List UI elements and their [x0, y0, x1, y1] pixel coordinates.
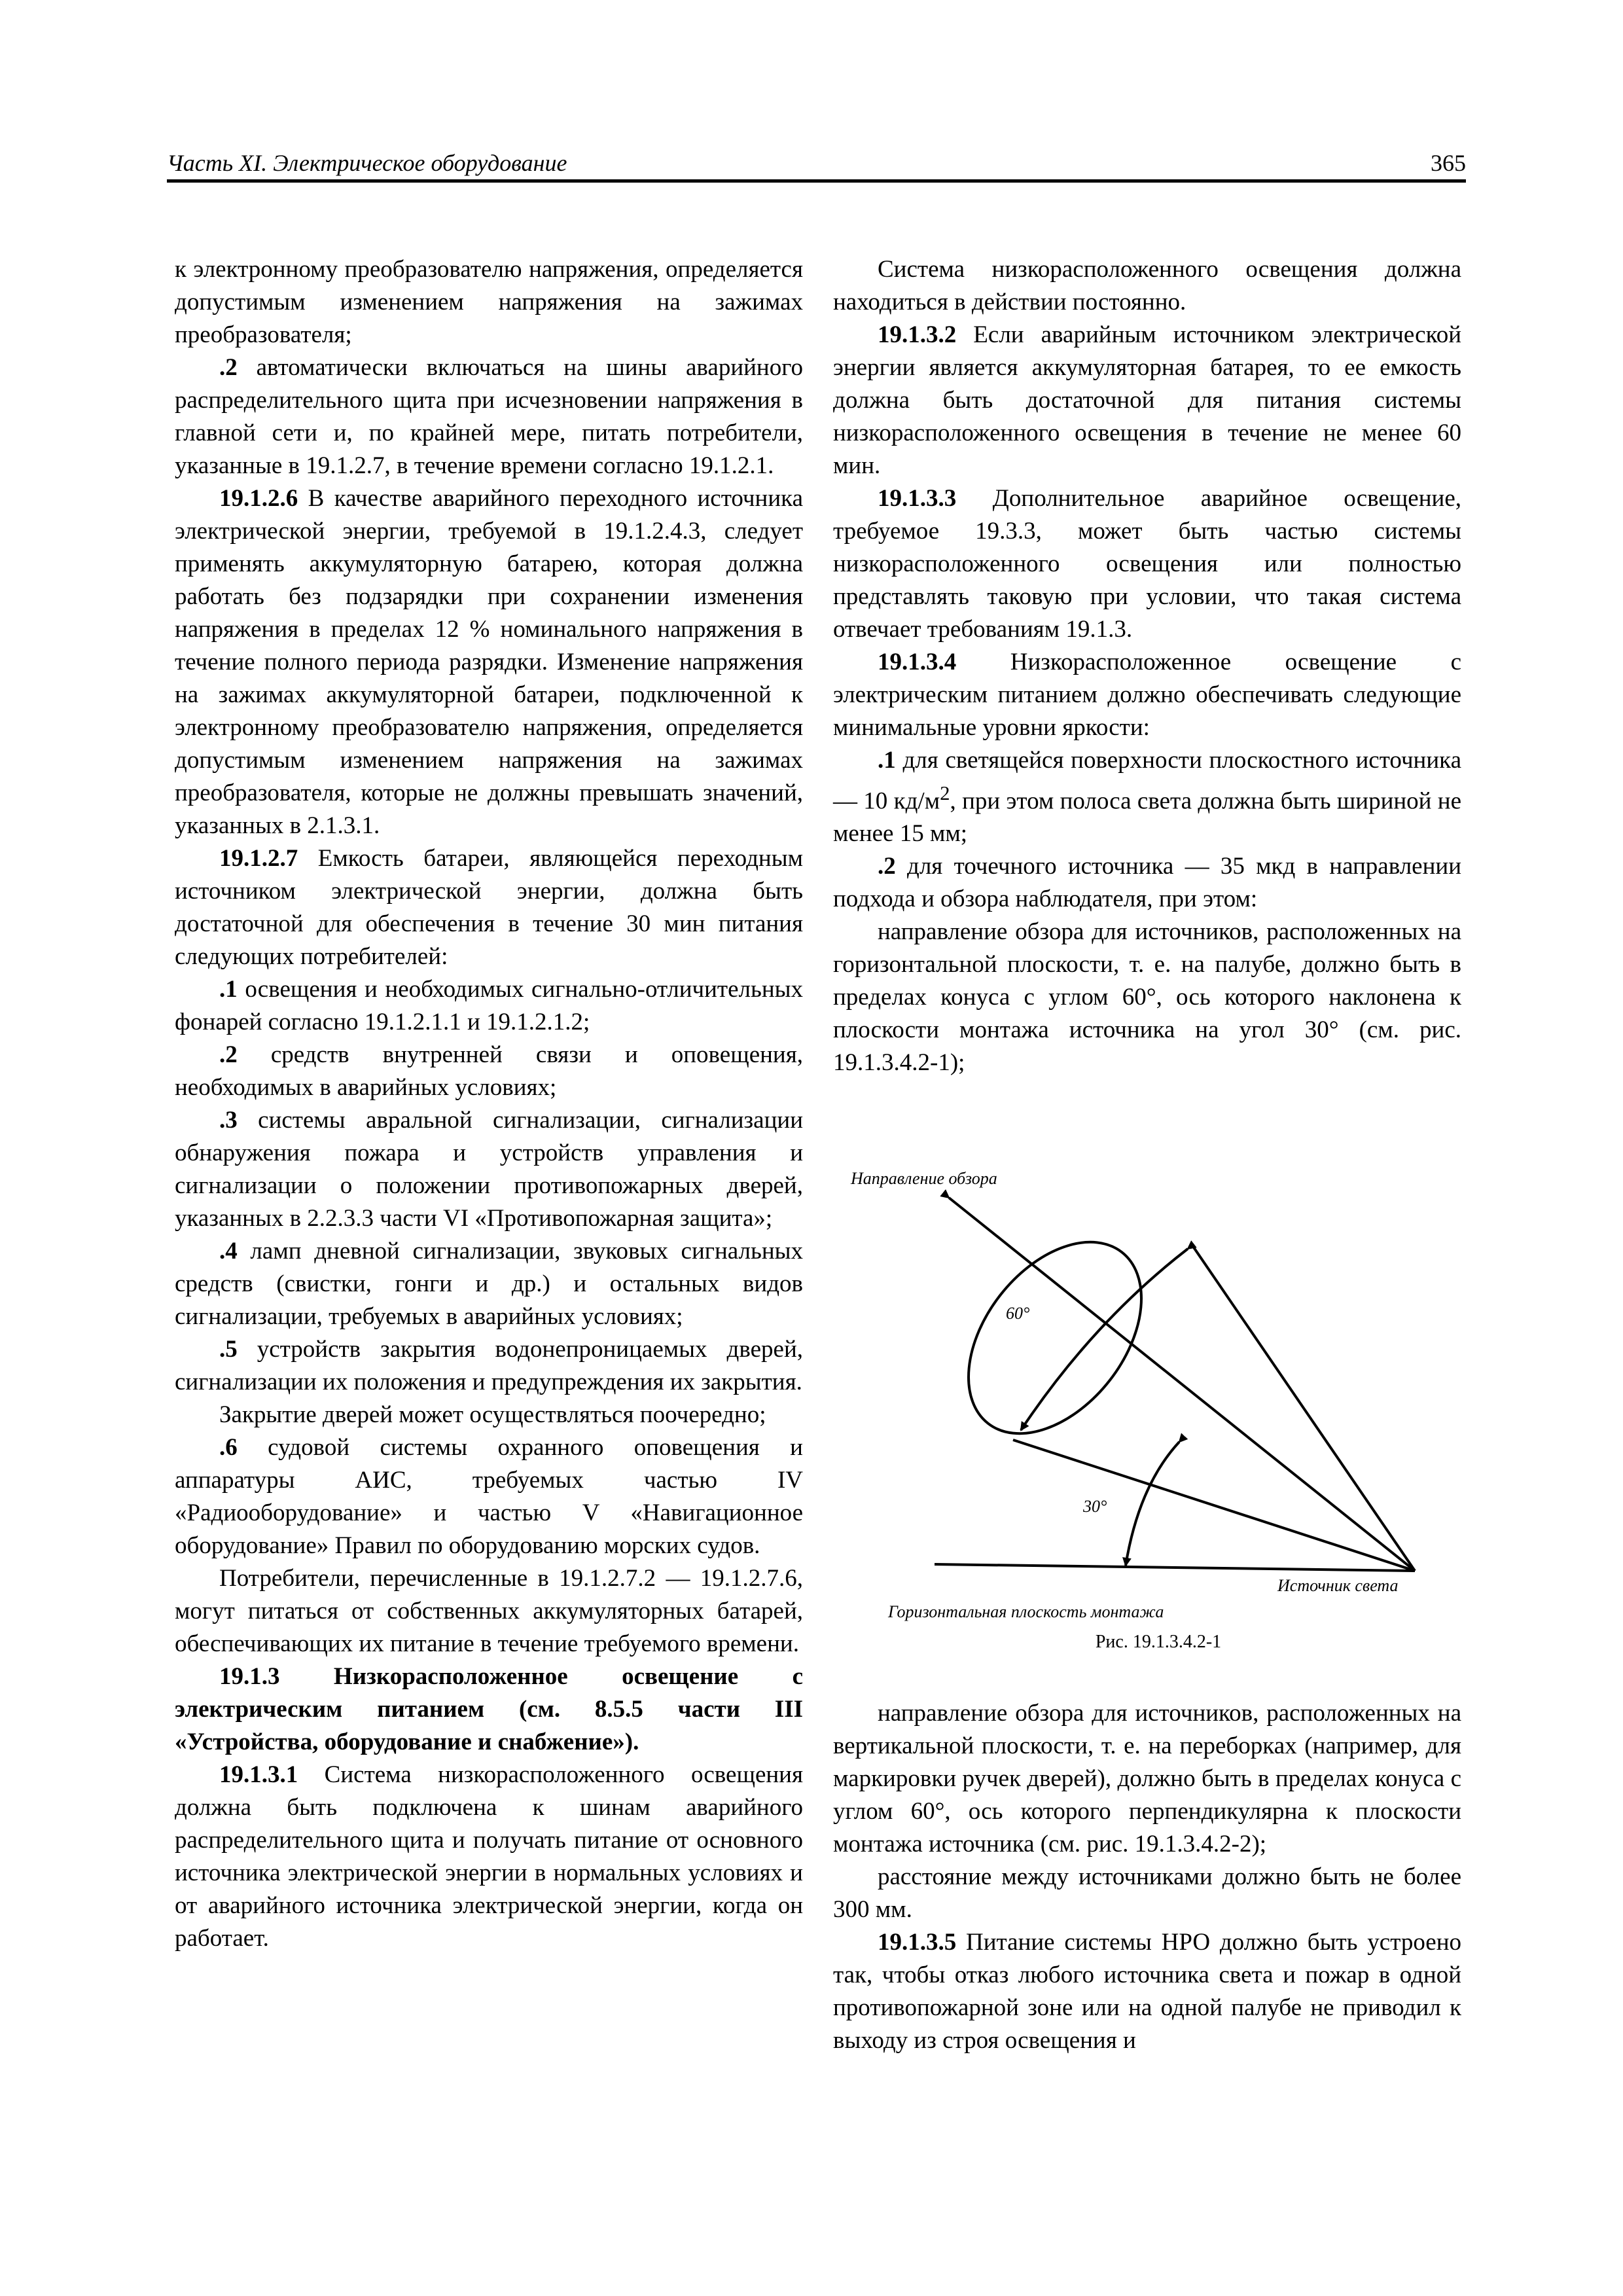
page-number: 365	[1431, 150, 1466, 176]
list-item: .1 освещения и необходимых сигнально-отличительных фонарей согласно 19.1.2.1.1 и 19.1.2.1.2;	[175, 976, 803, 1035]
label-light-source: Источник света	[1277, 1576, 1399, 1595]
paragraph: 19.1.3.3 Дополнительное аварийное освещение, требуемое 19.3.3, может быть частью системы низкорасположенного освещения или полностью представлять таковую при условии, что такая система отвечает требованиям 19.1.3.	[833, 485, 1461, 643]
right-column-upper	[833, 253, 1461, 1079]
left-column	[175, 253, 803, 1955]
list-item: .4 ламп дневной сигнализации, звуковых сигнальных средств (свистки, гонги и др.) и остальных видов сигнализации, требуемых в аварийных условиях;	[175, 1238, 803, 1330]
mount-plane-line	[935, 1564, 1415, 1571]
right-column-lower	[833, 1697, 1461, 2057]
label-mount-plane: Горизонтальная плоскость монтажа	[888, 1602, 1164, 1621]
paragraph: 19.1.2.6 В качестве аварийного переходного источника электрической энергии, требуемой в 19.1.2.4.3, следует применять аккумуляторную батарею, которая должна работать без подзарядки при сохранении изменения напряжения в пределах 12 % номинального напряжения в течение полного периода разрядки. Изменение напряжения на зажимах аккумуляторной батареи, подключенной к электронному преобразователю напряжения, определяется допустимым изменением напряжения на зажимах преобразователя, которые не должны превышать значений, указанных в 2.1.3.1.	[175, 485, 803, 839]
list-item: .5 устройств закрытия водонепроницаемых дверей, сигнализации их положения и предупреждения их закрытия.	[175, 1336, 803, 1395]
paragraph: к электронному преобразователю напряжения, определяется допустимым изменением напряжения на зажимах преобразователя;	[175, 256, 803, 348]
angle-30-arc	[1126, 1442, 1179, 1566]
list-item: .1 для светящейся поверхности плоскостного источника — 10 $кд/м^2$, при этом полоса света должна быть шириной не менее 15 мм;	[833, 747, 1462, 848]
paragraph: 19.1.3.5 Питание системы НРО должно быть устроено так, чтобы отказ любого источника света и пожар в одной противопожарной зоне или на одной палубе не приводил к выходу из строя освещения и	[833, 1929, 1461, 2054]
list-item: .2 для точечного источника — 35 мкд в направлении подхода и обзора наблюдателя, при этом:	[833, 853, 1461, 913]
paragraph: Потребители, перечисленные в 19.1.2.7.2 — 19.1.2.7.6, могут питаться от собственных аккумуляторных батарей, обеспечивающих их питание в течение требуемого времени.	[175, 1565, 803, 1657]
paragraph: расстояние между источниками должно быть не более 300 мм.	[833, 1863, 1461, 1923]
paragraph: Закрытие дверей может осуществляться поочередно;	[219, 1401, 766, 1428]
paragraph: Система низкорасположенного освещения должна находиться в действии постоянно.	[833, 256, 1461, 315]
cone-side-lower	[1013, 1440, 1415, 1571]
list-item: .3 системы авральной сигнализации, сигнализации обнаружения пожара и устройств управления и сигнализации о положении противопожарных дверей, указанных в 2.2.3.3 части VI «Противопожарная защита»;	[175, 1107, 803, 1232]
list-item: .6 судовой системы охранного оповещения и аппаратуры АИС, требуемых частью IV «Радиооборудование» и частью V «Навигационное оборудование» Правил по оборудованию морских судов.	[175, 1434, 803, 1559]
paragraph: .2 автоматически включаться на шины аварийного распределительного щита при исчезновении напряжения в главной сети и, по крайней мере, питать потребители, указанные в 19.1.2.7, в течение времени согласно 19.1.2.1.	[175, 354, 803, 479]
cone-diagram	[851, 1152, 1466, 1649]
label-view-direction: Направление обзора	[851, 1169, 997, 1188]
section-heading: 19.1.3 Низкорасположенное освещение с электрическим питанием (см. 8.5.5 части III «Устройства, оборудование и снабжение»).	[175, 1663, 803, 1755]
page-header	[167, 145, 1466, 183]
figure-view-cone	[851, 1152, 1466, 1649]
paragraph: направление обзора для источников, расположенных на вертикальной плоскости, т. е. на переборках (например, для маркировки ручек дверей), должно быть в пределах конуса с углом 60°, ось которого перпендикулярна к плоскости монтажа источника (см. рис. 19.1.3.4.2-2);	[833, 1700, 1461, 1857]
label-angle-60: 60°	[1006, 1304, 1030, 1323]
paragraph: направление обзора для источников, расположенных на горизонтальной плоскости, т. е. на палубе, должно быть в пределах конуса с углом 60°, ось которого наклонена к плоскости монтажа источника на угол 30° (см. рис. 19.1.3.4.2-1);	[833, 918, 1461, 1077]
paragraph: 19.1.2.7 Емкость батареи, являющейся переходным источником электрической энергии, должна быть достаточной для обеспечения в течение 30 мин питания следующих потребителей:	[175, 845, 803, 970]
paragraph: 19.1.3.1 Система низкорасположенного освещения должна быть подключена к шинам аварийного распределительного щита и получать питание от основного источника электрической энергии в нормальных условиях и от аварийного источника электрической энергии, когда он работает.	[175, 1761, 803, 1952]
cone-side-upper	[1191, 1244, 1415, 1571]
cone-base-ellipse	[933, 1210, 1176, 1466]
list-item: .2 средств внутренней связи и оповещения, необходимых в аварийных условиях;	[175, 1041, 803, 1101]
figure-caption: Рис. 19.1.3.4.2-1	[1095, 1632, 1222, 1652]
paragraph: 19.1.3.4 Низкорасположенное освещение с электрическим питанием должно обеспечивать следующие минимальные уровни яркости:	[833, 649, 1461, 741]
paragraph: 19.1.3.2 Если аварийным источником электрической энергии является аккумуляторная батарея, то ее емкость должна быть достаточной для питания системы низкорасположенного освещения в течение не менее 60 мин.	[833, 321, 1461, 479]
label-angle-30: 30°	[1083, 1497, 1107, 1516]
running-title: Часть XI. Электрическое оборудование	[167, 150, 567, 176]
